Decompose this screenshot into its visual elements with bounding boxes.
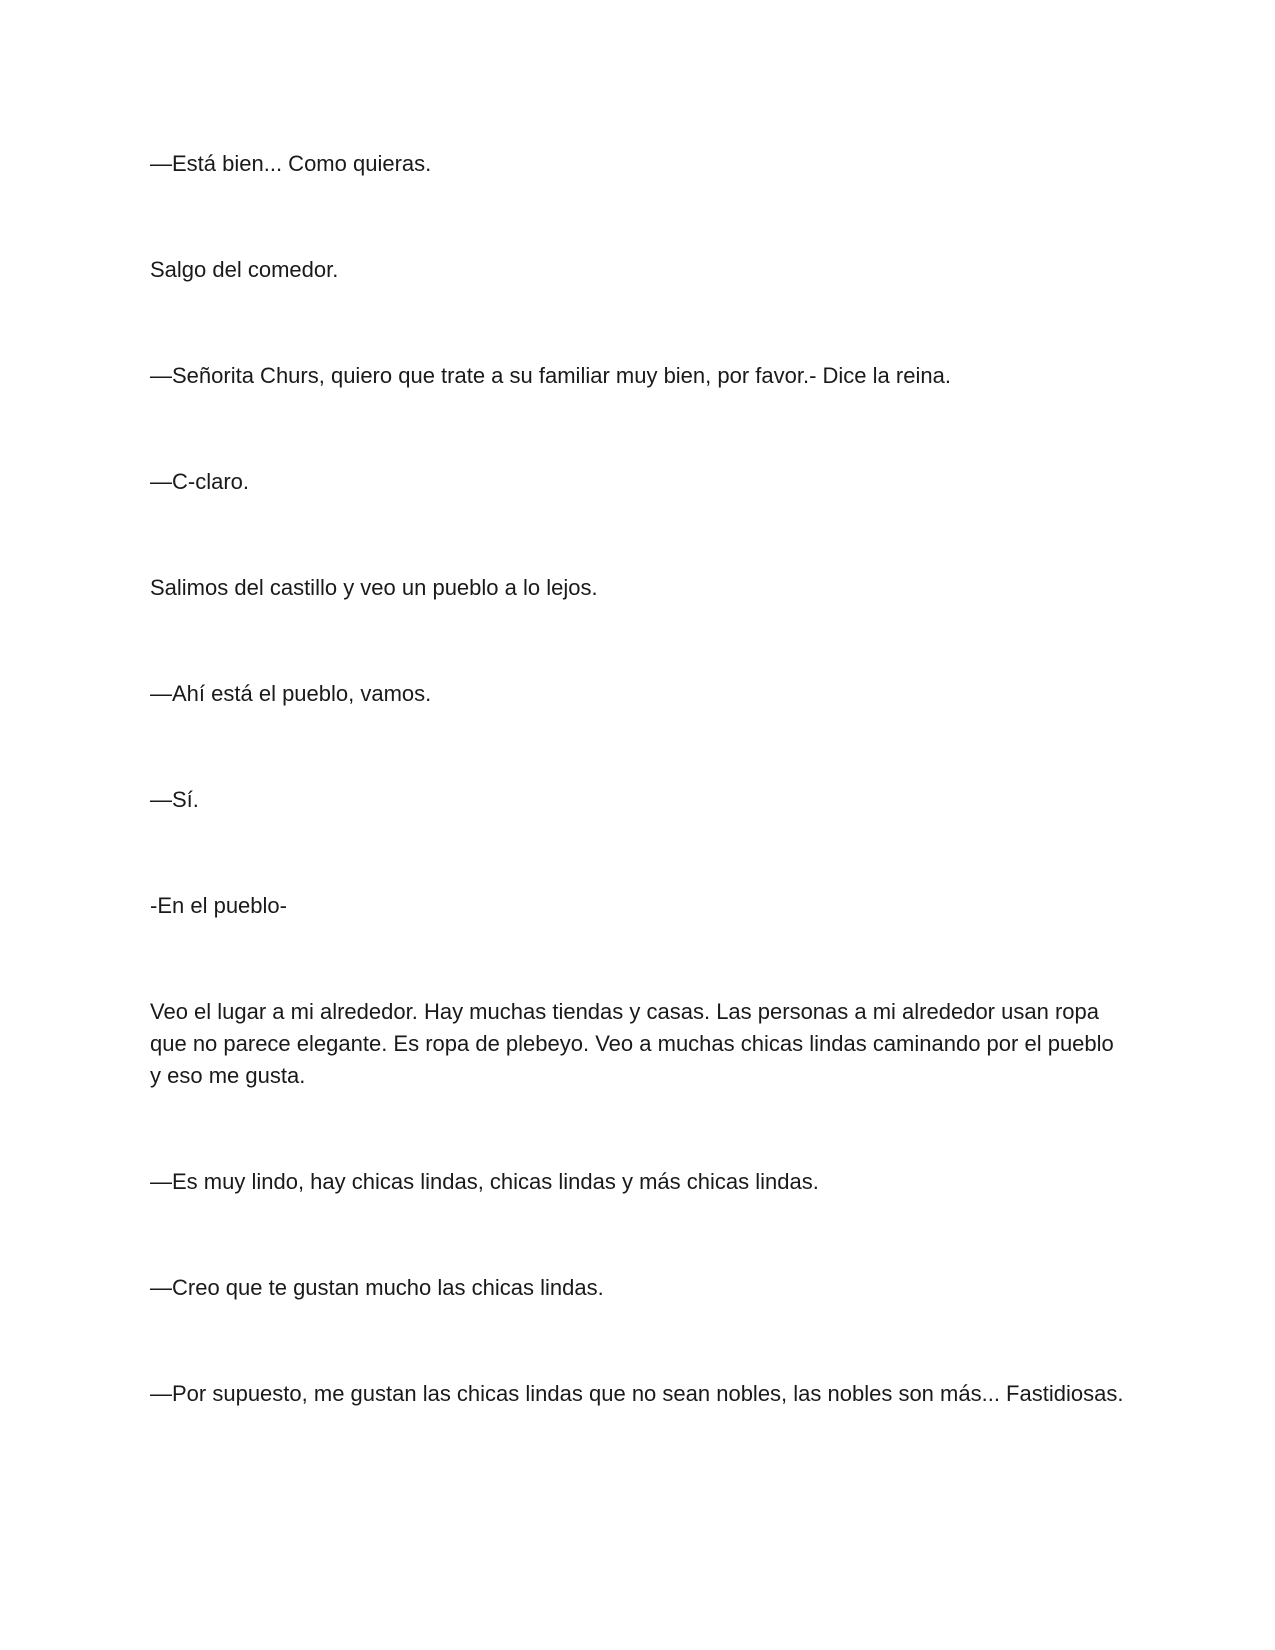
dialogue-line: —C-claro. — [150, 469, 250, 494]
dialogue-line: —Señorita Churs, quiero que trate a su familiar muy bien, por favor.- Dice la reina. — [150, 363, 951, 388]
scene-heading: -En el pueblo- — [150, 893, 287, 918]
dialogue-line: —Ahí está el pueblo, vamos. — [150, 681, 432, 706]
dialogue-line: —Está bien... Como quieras. — [150, 151, 432, 176]
dialogue-line: —Por supuesto, me gustan las chicas lindas que no sean nobles, las nobles son más... Fastidiosas. — [150, 1381, 1124, 1406]
dialogue-line: —Creo que te gustan mucho las chicas lindas. — [150, 1275, 604, 1300]
narration-paragraph: Veo el lugar a mi alrededor. Hay muchas tiendas y casas. Las personas a mi alrededor usan ropa que no parece elegante. Es ropa de plebeyo. Veo a muchas chicas lindas caminando por el pueblo y eso me gusta. — [150, 999, 1114, 1088]
narration-line: Salgo del comedor. — [150, 257, 339, 282]
dialogue-line: —Sí. — [150, 787, 199, 812]
narration-line: Salimos del castillo y veo un pueblo a lo lejos. — [150, 575, 598, 600]
dialogue-line: —Es muy lindo, hay chicas lindas, chicas lindas y más chicas lindas. — [150, 1169, 819, 1194]
